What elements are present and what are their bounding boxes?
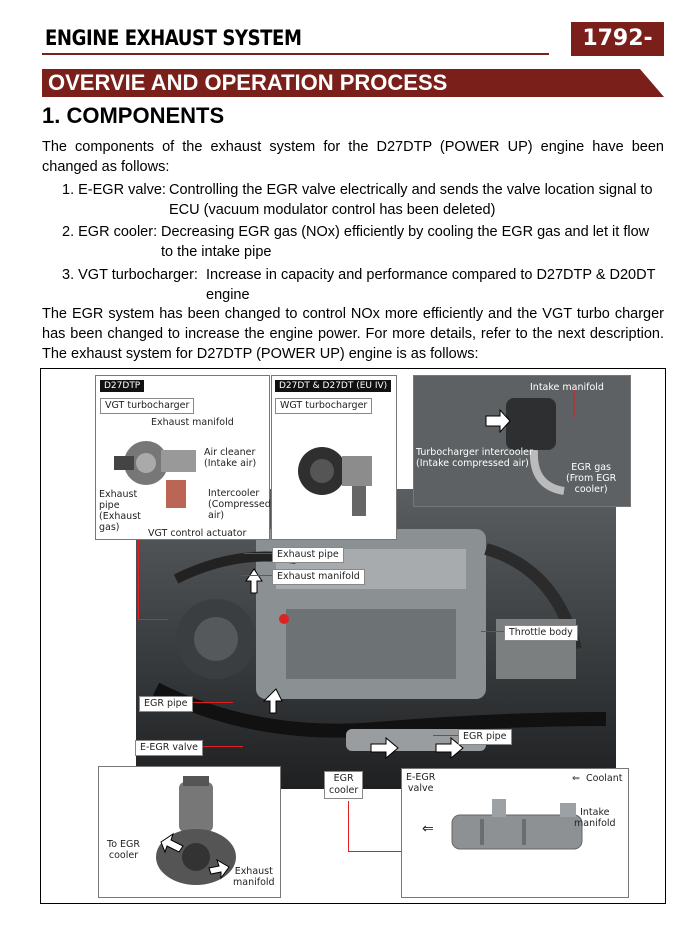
section-title: ENGINE EXHAUST SYSTEM xyxy=(45,26,302,50)
callout-exhaust-pipe: Exhaust pipe xyxy=(272,547,344,563)
label-air-cleaner: Air cleaner (Intake air) xyxy=(204,447,257,469)
inset-d27dtp xyxy=(95,375,270,540)
label-egr-gas: EGR gas (From EGR cooler) xyxy=(566,462,617,495)
callout-egr-pipe-right: EGR pipe xyxy=(458,729,512,745)
list-item-text: to the intake pipe xyxy=(161,244,272,260)
page-heading: 1. COMPONENTS xyxy=(42,103,225,128)
egr-cooler-image xyxy=(442,789,592,869)
list-item-label: 1. E-EGR valve: xyxy=(62,182,166,198)
label-intake-manifold: Intake manifold xyxy=(530,382,604,393)
leader-line xyxy=(138,619,168,620)
outlet-arrow-icon: ⇐ xyxy=(422,821,434,837)
banner-text: OVERVIE AND OPERATION PROCESS xyxy=(48,70,448,95)
closing-line-1: The EGR system has been changed to control NOx more efficiently and the VGT turbo charger xyxy=(42,306,664,322)
leader-line xyxy=(241,575,272,576)
inset-intake-manifold xyxy=(413,375,631,507)
page-code: 1792- xyxy=(571,22,664,56)
leader-line xyxy=(348,851,403,852)
list-item-text: engine xyxy=(206,287,250,303)
section-banner xyxy=(42,69,664,97)
label-exhaust-manifold: Exhaust manifold xyxy=(233,866,275,888)
intro-line-1: The components of the exhaust system for the D27DTP (POWER UP) engine have been xyxy=(42,139,664,155)
leader-line xyxy=(433,735,458,736)
inset-d27dt xyxy=(271,375,397,540)
label-intercooler: Intercooler (Compressed air) xyxy=(208,488,271,521)
engine-tag: D27DTP xyxy=(100,380,144,392)
label-turbo-intercooler: Turbocharger intercooler (Intake compressed air) xyxy=(416,447,533,469)
engine-tag: D27DT & D27DT (EU IV) xyxy=(275,380,391,392)
leader-line xyxy=(138,540,139,620)
label-to-egr-cooler: To EGR cooler xyxy=(107,839,140,861)
engine-figure xyxy=(40,368,666,904)
header-rule xyxy=(42,53,549,55)
leader-line xyxy=(193,702,233,703)
leader-line xyxy=(348,801,349,851)
callout-exhaust-manifold: Exhaust manifold xyxy=(272,569,365,585)
label-vgt-actuator: VGT control actuator xyxy=(148,528,247,539)
label-exhaust-pipe: Exhaust pipe (Exhaust gas) xyxy=(99,489,141,533)
closing-line-3: The exhaust system for D27DTP (POWER UP) engine is as follows: xyxy=(42,346,479,362)
list-item-label: 2. EGR cooler: xyxy=(62,224,158,240)
turbo-title: VGT turbocharger xyxy=(100,398,194,414)
callout-egr-cooler: EGR cooler xyxy=(324,771,363,799)
turbo-title: WGT turbocharger xyxy=(275,398,372,414)
inset-e-egr-valve xyxy=(98,766,281,898)
closing-line-2: has been changed to increase the engine power. For more details, refer to the next description. xyxy=(42,326,664,342)
coolant-arrow-icon: ⇐ xyxy=(572,773,580,784)
callout-egr-pipe: EGR pipe xyxy=(139,696,193,712)
callout-throttle-body: Throttle body xyxy=(504,625,578,641)
label-exhaust-manifold: Exhaust manifold xyxy=(151,417,234,428)
list-item-text: ECU (vacuum modulator control has been deleted) xyxy=(169,202,496,218)
list-item-text: Decreasing EGR gas (NOx) efficiently by cooling the EGR gas and let it flow xyxy=(161,224,650,240)
label-coolant: Coolant xyxy=(586,773,623,784)
label-intake-manifold: Intake manifold xyxy=(574,807,616,829)
list-item-text: Increase in capacity and performance compared to D27DTP & D20DT xyxy=(206,267,656,283)
leader-line xyxy=(244,553,272,554)
inset-egr-cooler xyxy=(401,768,629,898)
intro-line-2: changed as follows: xyxy=(42,159,170,175)
callout-e-egr-valve: E-EGR valve xyxy=(135,740,203,756)
list-item-text: Controlling the EGR valve electrically and sends the valve location signal to xyxy=(169,182,653,198)
label-e-egr-valve: E-EGR valve xyxy=(406,772,436,794)
list-item-label: 3. VGT turbocharger: xyxy=(62,267,198,283)
wgt-turbo-image xyxy=(282,426,392,526)
leader-line xyxy=(481,631,504,632)
